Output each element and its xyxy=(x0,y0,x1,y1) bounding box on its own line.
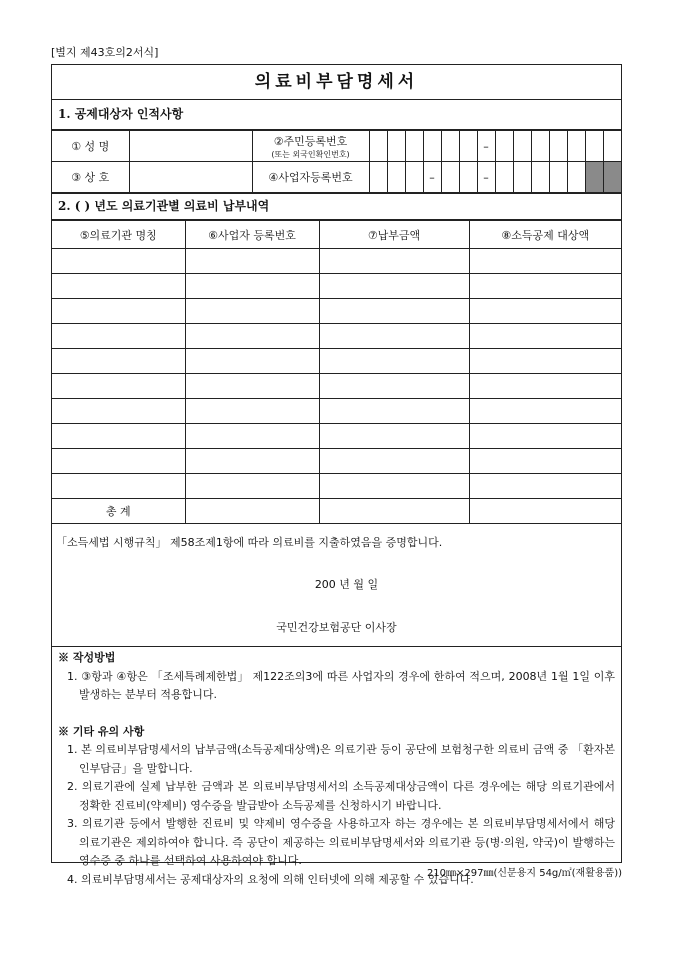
rrn-digit[interactable] xyxy=(549,131,567,162)
rrn-digit[interactable] xyxy=(423,131,441,162)
bizno-digit[interactable] xyxy=(531,162,549,193)
payment-details-table xyxy=(52,220,621,524)
entry-cell[interactable] xyxy=(185,449,319,474)
entry-cell[interactable] xyxy=(319,399,469,424)
shaded-cell xyxy=(585,162,603,193)
rrn-digit[interactable] xyxy=(387,131,405,162)
entry-cell[interactable] xyxy=(469,449,621,474)
entry-cell[interactable] xyxy=(185,424,319,449)
table-row xyxy=(52,249,621,274)
entry-cell[interactable] xyxy=(185,249,319,274)
bizno-digit[interactable] xyxy=(549,162,567,193)
table-row xyxy=(52,399,621,424)
entry-cell[interactable] xyxy=(52,249,185,274)
certification-text: 「소득세법 시행규칙」 제58조제1항에 따라 의료비를 지출하였음을 증명합니다. xyxy=(56,536,443,549)
table-row xyxy=(52,349,621,374)
total-cell[interactable] xyxy=(319,499,469,524)
column-header: ⑤의료기관 명칭 xyxy=(52,221,185,249)
entry-cell[interactable] xyxy=(185,324,319,349)
note-item: 3. 의료기관 등에서 발행한 진료비 및 약제비 영수증을 사용하고자 하는 경우에는 본 의료비부담명세서에서 해당 의료기관은 제외하여야 합니다. 즉 공단이 제공하는 의료비부담명세서와 의료기관 등(병·의원, 약국)이 발행하는 영수증 중 하나를 선택하여 사용하여야 합니다. xyxy=(67,817,615,867)
table-row xyxy=(52,449,621,474)
total-cell[interactable] xyxy=(469,499,621,524)
entry-cell[interactable] xyxy=(185,299,319,324)
entry-cell[interactable] xyxy=(319,349,469,374)
entry-cell[interactable] xyxy=(52,349,185,374)
entry-cell[interactable] xyxy=(52,374,185,399)
entry-cell[interactable] xyxy=(319,449,469,474)
rrn-digit[interactable] xyxy=(513,131,531,162)
section1-heading: 1. 공제대상자 인적사항 xyxy=(52,100,621,130)
rrn-digit[interactable] xyxy=(495,131,513,162)
trade-name-label: ③ 상 호 xyxy=(52,162,129,193)
entry-cell[interactable] xyxy=(469,374,621,399)
table-row xyxy=(52,274,621,299)
entry-cell[interactable] xyxy=(469,274,621,299)
issuer: 국민건강보험공단 이사장 xyxy=(276,621,397,634)
total-cell[interactable] xyxy=(185,499,319,524)
entry-cell[interactable] xyxy=(52,324,185,349)
entry-cell[interactable] xyxy=(469,424,621,449)
entry-cell[interactable] xyxy=(185,399,319,424)
bizno-digit[interactable] xyxy=(513,162,531,193)
shaded-cell xyxy=(603,162,621,193)
other-notes-heading: ※ 기타 유의 사항 xyxy=(58,724,145,738)
column-header: ⑦납부금액 xyxy=(319,221,469,249)
form-number: [별지 제43호의2서식] xyxy=(51,46,159,59)
entry-cell[interactable] xyxy=(319,274,469,299)
note-item: 4. 의료비부담명세서는 공제대상자의 요청에 의해 인터넷에 의해 제공할 수 있습니다. xyxy=(67,872,474,886)
bizno-dash: – xyxy=(423,162,441,193)
entry-cell[interactable] xyxy=(185,274,319,299)
table-row xyxy=(52,374,621,399)
column-header: ⑥사업자 등록번호 xyxy=(185,221,319,249)
entry-cell[interactable] xyxy=(319,299,469,324)
total-label: 총 계 xyxy=(52,499,185,524)
entry-cell[interactable] xyxy=(52,274,185,299)
table-row xyxy=(52,299,621,324)
bizno-label: ④사업자등록번호 xyxy=(252,162,369,193)
entry-cell[interactable] xyxy=(469,324,621,349)
form-title: 의료비부담명세서 xyxy=(52,65,621,100)
bizno-digit[interactable] xyxy=(495,162,513,193)
entry-cell[interactable] xyxy=(319,324,469,349)
section2-heading: 2. ( ) 년도 의료기관별 의료비 납부내역 xyxy=(52,193,621,220)
entry-cell[interactable] xyxy=(52,449,185,474)
entry-cell[interactable] xyxy=(469,399,621,424)
entry-cell[interactable] xyxy=(185,374,319,399)
rrn-digit[interactable] xyxy=(585,131,603,162)
rrn-digit[interactable] xyxy=(603,131,621,162)
rrn-digit[interactable] xyxy=(567,131,585,162)
entry-cell[interactable] xyxy=(319,474,469,499)
table-row xyxy=(52,324,621,349)
note-item: 2. 의료기관에 실제 납부한 금액과 본 의료비부담명세서의 소득공제대상금액이 다른 경우에는 해당 의료기관에서 정확한 진료비(약제비) 영수증을 발급받아 소득공제를 신청하시기 바랍니다. xyxy=(67,780,615,812)
rrn-digit[interactable] xyxy=(405,131,423,162)
name-label: ① 성 명 xyxy=(52,131,129,162)
trade-name-field[interactable] xyxy=(129,162,252,193)
instructions-heading: ※ 작성방법 xyxy=(58,651,116,664)
entry-cell[interactable] xyxy=(469,349,621,374)
column-header: ⑧소득공제 대상액 xyxy=(469,221,621,249)
entry-cell[interactable] xyxy=(319,424,469,449)
bizno-digit[interactable] xyxy=(459,162,477,193)
entry-cell[interactable] xyxy=(319,249,469,274)
rrn-digit[interactable] xyxy=(441,131,459,162)
entry-cell[interactable] xyxy=(185,349,319,374)
entry-cell[interactable] xyxy=(52,474,185,499)
bizno-digit[interactable] xyxy=(567,162,585,193)
rrn-dash: – xyxy=(477,131,495,162)
entry-cell[interactable] xyxy=(319,374,469,399)
rrn-digit[interactable] xyxy=(369,131,387,162)
bizno-dash: – xyxy=(477,162,495,193)
bizno-digit[interactable] xyxy=(387,162,405,193)
entry-cell[interactable] xyxy=(185,474,319,499)
issue-date: 200 년 월 일 xyxy=(314,578,379,591)
entry-cell[interactable] xyxy=(469,249,621,274)
entry-cell[interactable] xyxy=(469,474,621,499)
notes xyxy=(52,647,621,891)
rrn-label: ②주민등록번호 (또는 외국인확인번호) xyxy=(252,131,369,162)
rrn-digit[interactable] xyxy=(531,131,549,162)
entry-cell[interactable] xyxy=(469,299,621,324)
bizno-digit[interactable] xyxy=(441,162,459,193)
entry-cell[interactable] xyxy=(52,424,185,449)
personal-info-table xyxy=(52,130,621,193)
entry-cell[interactable] xyxy=(52,399,185,424)
name-field[interactable] xyxy=(129,131,252,162)
entry-cell[interactable] xyxy=(52,299,185,324)
note-item: 1. 본 의료비부담명세서의 납부금액(소득공제대상액)은 의료기관 등이 공단에 보험청구한 의료비 금액 중 「환자본인부담금」을 말합니다. xyxy=(67,743,615,775)
paper-spec: 210㎜×297㎜(신문용지 54g/㎡(재활용품)) xyxy=(426,868,622,879)
rrn-digit[interactable] xyxy=(459,131,477,162)
table-row xyxy=(52,424,621,449)
instruction-item: 1. ③항과 ④항은 「조세특례제한법」 제122조의3에 따른 사업자의 경우에 한하여 적으며, 2008년 1월 1일 이후 발생하는 분부터 적용합니다. xyxy=(67,669,615,701)
table-row xyxy=(52,474,621,499)
bizno-digit[interactable] xyxy=(369,162,387,193)
bizno-digit[interactable] xyxy=(405,162,423,193)
certification xyxy=(52,524,621,647)
